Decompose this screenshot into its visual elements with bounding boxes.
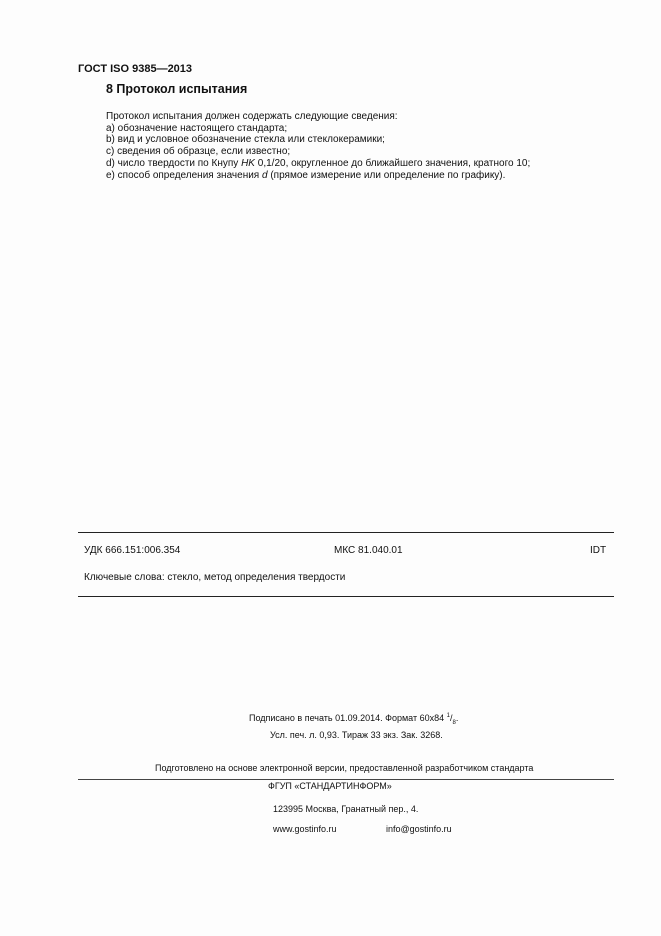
idt-label: IDT [590, 545, 607, 556]
section-intro: Протокол испытания должен содержать следующие сведения: [106, 111, 398, 122]
section-body [106, 111, 530, 181]
publisher-name: ФГУП «СТАНДАРТИНФОРМ» [268, 781, 392, 791]
format-numerator: 1 [446, 713, 450, 719]
prepared-note: Подготовлено на основе электронной версии, предоставленной разработчиком стандарта [155, 763, 534, 773]
list-item-d-rest: 0,1/20, округленное до ближайшего значения, кратного 10; [254, 157, 531, 169]
list-item-b: b) вид и условное обозначение стекла или стеклокерамики; [106, 134, 385, 146]
list-item-e [106, 170, 530, 182]
list-item-e-text: e) способ определения значения [106, 169, 262, 181]
document-code: ГОСТ ISO 9385—2013 [78, 63, 193, 75]
list-item-c: c) сведения об образце, если известно; [106, 146, 291, 158]
printing-info: Усл. печ. л. 0,93. Тираж 33 экз. Зак. 3268. [270, 730, 443, 740]
publisher-address: 123995 Москва, Гранатный пер., 4. [273, 804, 419, 814]
knoop-symbol: HK [241, 157, 255, 169]
signed-for-print: Подписано в печать 01.09.2014. Формат 60x84 $^1/_8$. [249, 713, 459, 726]
imprint-rule [78, 779, 614, 780]
keywords: Ключевые слова: стекло, метод определения твердости [84, 572, 346, 583]
bibliography-top-rule [78, 532, 614, 533]
mks-code: МКС 81.040.01 [334, 545, 403, 556]
website-link[interactable]: www.gostinfo.ru [273, 824, 337, 834]
format-denominator: 8 [452, 719, 456, 726]
section-heading: 8 Протокол испытания [106, 82, 248, 96]
list-item-d [106, 158, 530, 170]
bibliography-bottom-rule [78, 596, 614, 597]
list-item-e-rest: (прямое измерение или определение по графику). [267, 169, 506, 181]
udk-code: УДК 666.151:006.354 [84, 545, 181, 556]
list-item-a: a) обозначение настоящего стандарта; [106, 122, 288, 134]
email-link[interactable]: info@gostinfo.ru [386, 824, 452, 834]
signed-text: Подписано в печать 01.09.2014. Формат 60x84 [249, 713, 445, 723]
list-item-d-text: d) число твердости по Кнупу [106, 157, 242, 169]
d-symbol: d [262, 169, 268, 181]
